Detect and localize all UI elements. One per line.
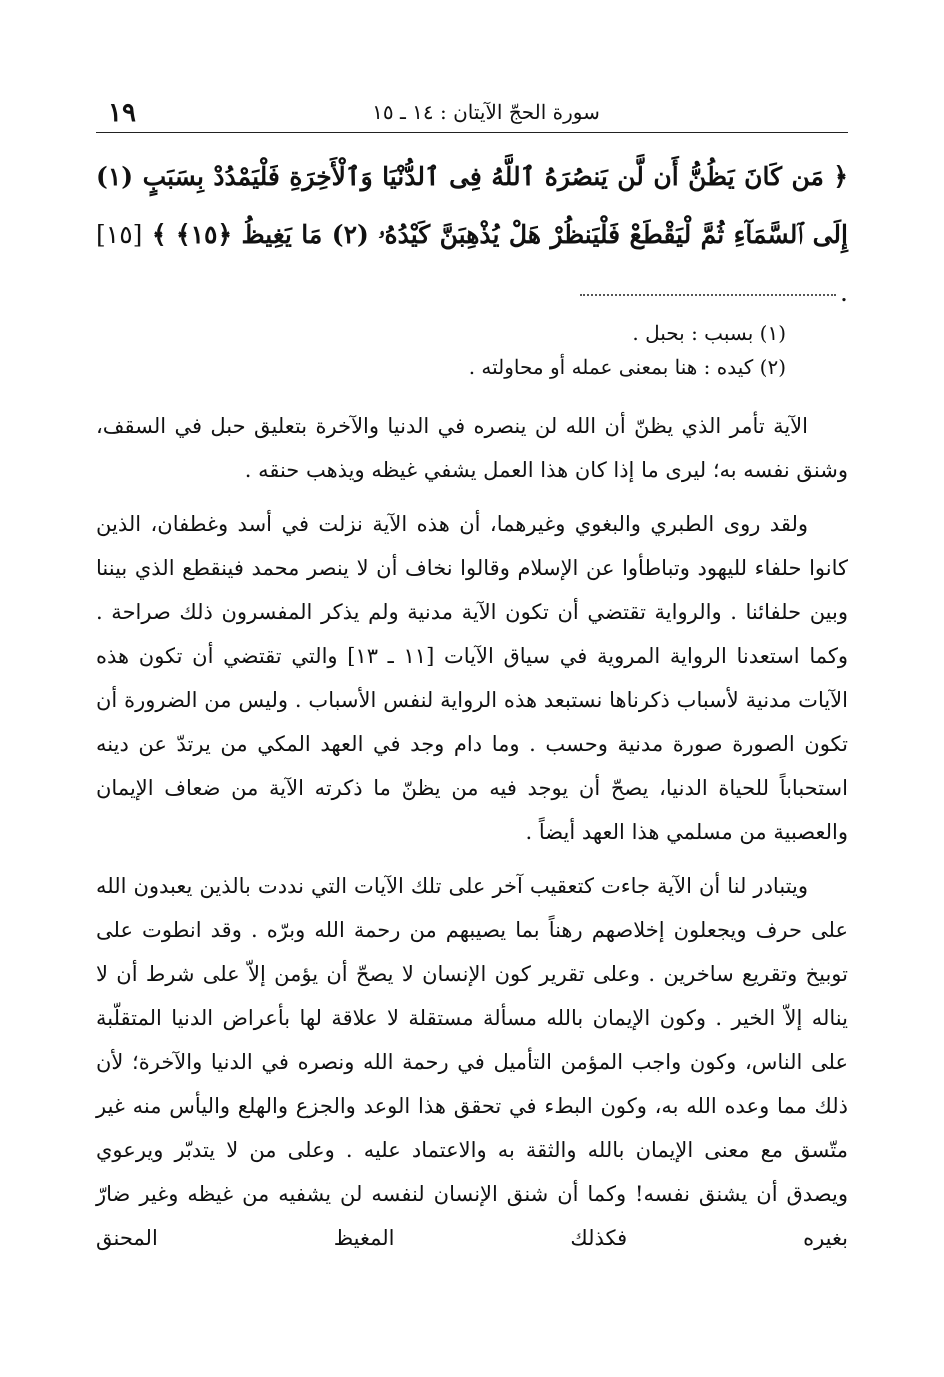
footnote-separator bbox=[580, 294, 836, 296]
footnotes bbox=[96, 316, 786, 384]
footnote-1: (١) بسبب : بحبل . bbox=[632, 321, 786, 345]
page-header bbox=[96, 92, 848, 132]
paragraph-2: ولقد روى الطبري والبغوي وغيرهما، أن هذه الآية نزلت في أسد وغطفان، الذين كانوا حلفاء لليهود وتباطأوا عن الإسلام وقالوا نخاف أن لا ينصر محمد فينقطع الذي بيننا وبين حلفائنا . والرواية تقتضي أن تكون الآية مدنية ولم يذكر المفسرون ذلك صراحة . وكما استعدنا الرواية المروية في سياق الآيات [١١ ـ ١٣] والتي تقتضي أن تكون هذه الآيات مدنية لأسباب ذكرناها نستبعد هذه الرواية لنفس الأسباب . وليس من الضرورة أن تكون الصورة صورة مدنية وحسب . وما دام وجد في العهد المكي من يرتدّ عن دينه استحباباً للحياة الدنيا، يصحّ أن يوجد فيه من يظنّ ما ذكرته الآية من ضعاف الإيمان والعصبية من مسلمي هذا العهد أيضاً . bbox=[96, 512, 848, 844]
page-number: ١٩ bbox=[108, 98, 136, 128]
verse-text: ﴿ مَن كَانَ يَظُنُّ أَن لَّن يَنصُرَهُ ٱللَّهُ فِى ٱلدُّنْيَا وَٱلْأَخِرَةِ فَلْيَمْدُدْ بِسَبَبٍ (١) إِلَى ٱلسَّمَآءِ ثُمَّ لْيَقْطَعْ فَلْيَنظُرْ هَلْ يُذْهِبَنَّ كَيْدُهُۥ (٢) مَا يَغِيظُ ﴿١٥﴾ ﴾ bbox=[96, 162, 848, 249]
running-title: سورة الحجّ الآيتان : ١٤ ـ ١٥ bbox=[372, 100, 600, 124]
header-divider bbox=[96, 132, 848, 133]
paragraph-3: ويتبادر لنا أن الآية جاءت كتعقيب آخر على تلك الآيات التي نددت بالذين يعبدون الله على حرف ويجعلون إخلاصهم رهناً بما يصيبهم من رحمة الله وبرّه . وقد انطوت على توبيخ وتقريع ساخرين . وعلى تقرير كون الإنسان لا يصحّ أن يؤمن إلاّ على شرط أن لا يناله إلاّ الخير . وكون الإيمان بالله مسألة مستقلة لا علاقة لها بأعراض الدنيا المتقلّبة على الناس، وكون واجب المؤمن التأميل في رحمة الله ونصره في الدنيا والآخرة؛ لأن ذلك مما وعده الله به، وكون البطء في تحقق هذا الوعد والجزع والهلع واليأس منه غير متّسق مع معنى الإيمان بالله والثقة به والاعتماد عليه . وعلى من لا يتدبّر ويرعوي ويصدق أن يشنق نفسه! وكما أن شنق الإنسان لنفسه لن يشفيه من غيظه وغير ضارّ بغيره فكذلك المغيظ المحنق bbox=[96, 874, 848, 1250]
footnote-2: (٢) كيده : هنا بمعنى عمله أو محاولته . bbox=[468, 355, 786, 379]
commentary-body bbox=[96, 404, 848, 1270]
verse-reference: [١٥] . bbox=[96, 220, 848, 307]
paragraph-1: الآية تأمر الذي يظنّ أن الله لن ينصره في الدنيا والآخرة بتعليق حبل في السقف، وشنق نفسه به؛ ليرى ما إذا كان هذا العمل يشفي غيظه ويذهب حنقه . bbox=[96, 414, 848, 482]
